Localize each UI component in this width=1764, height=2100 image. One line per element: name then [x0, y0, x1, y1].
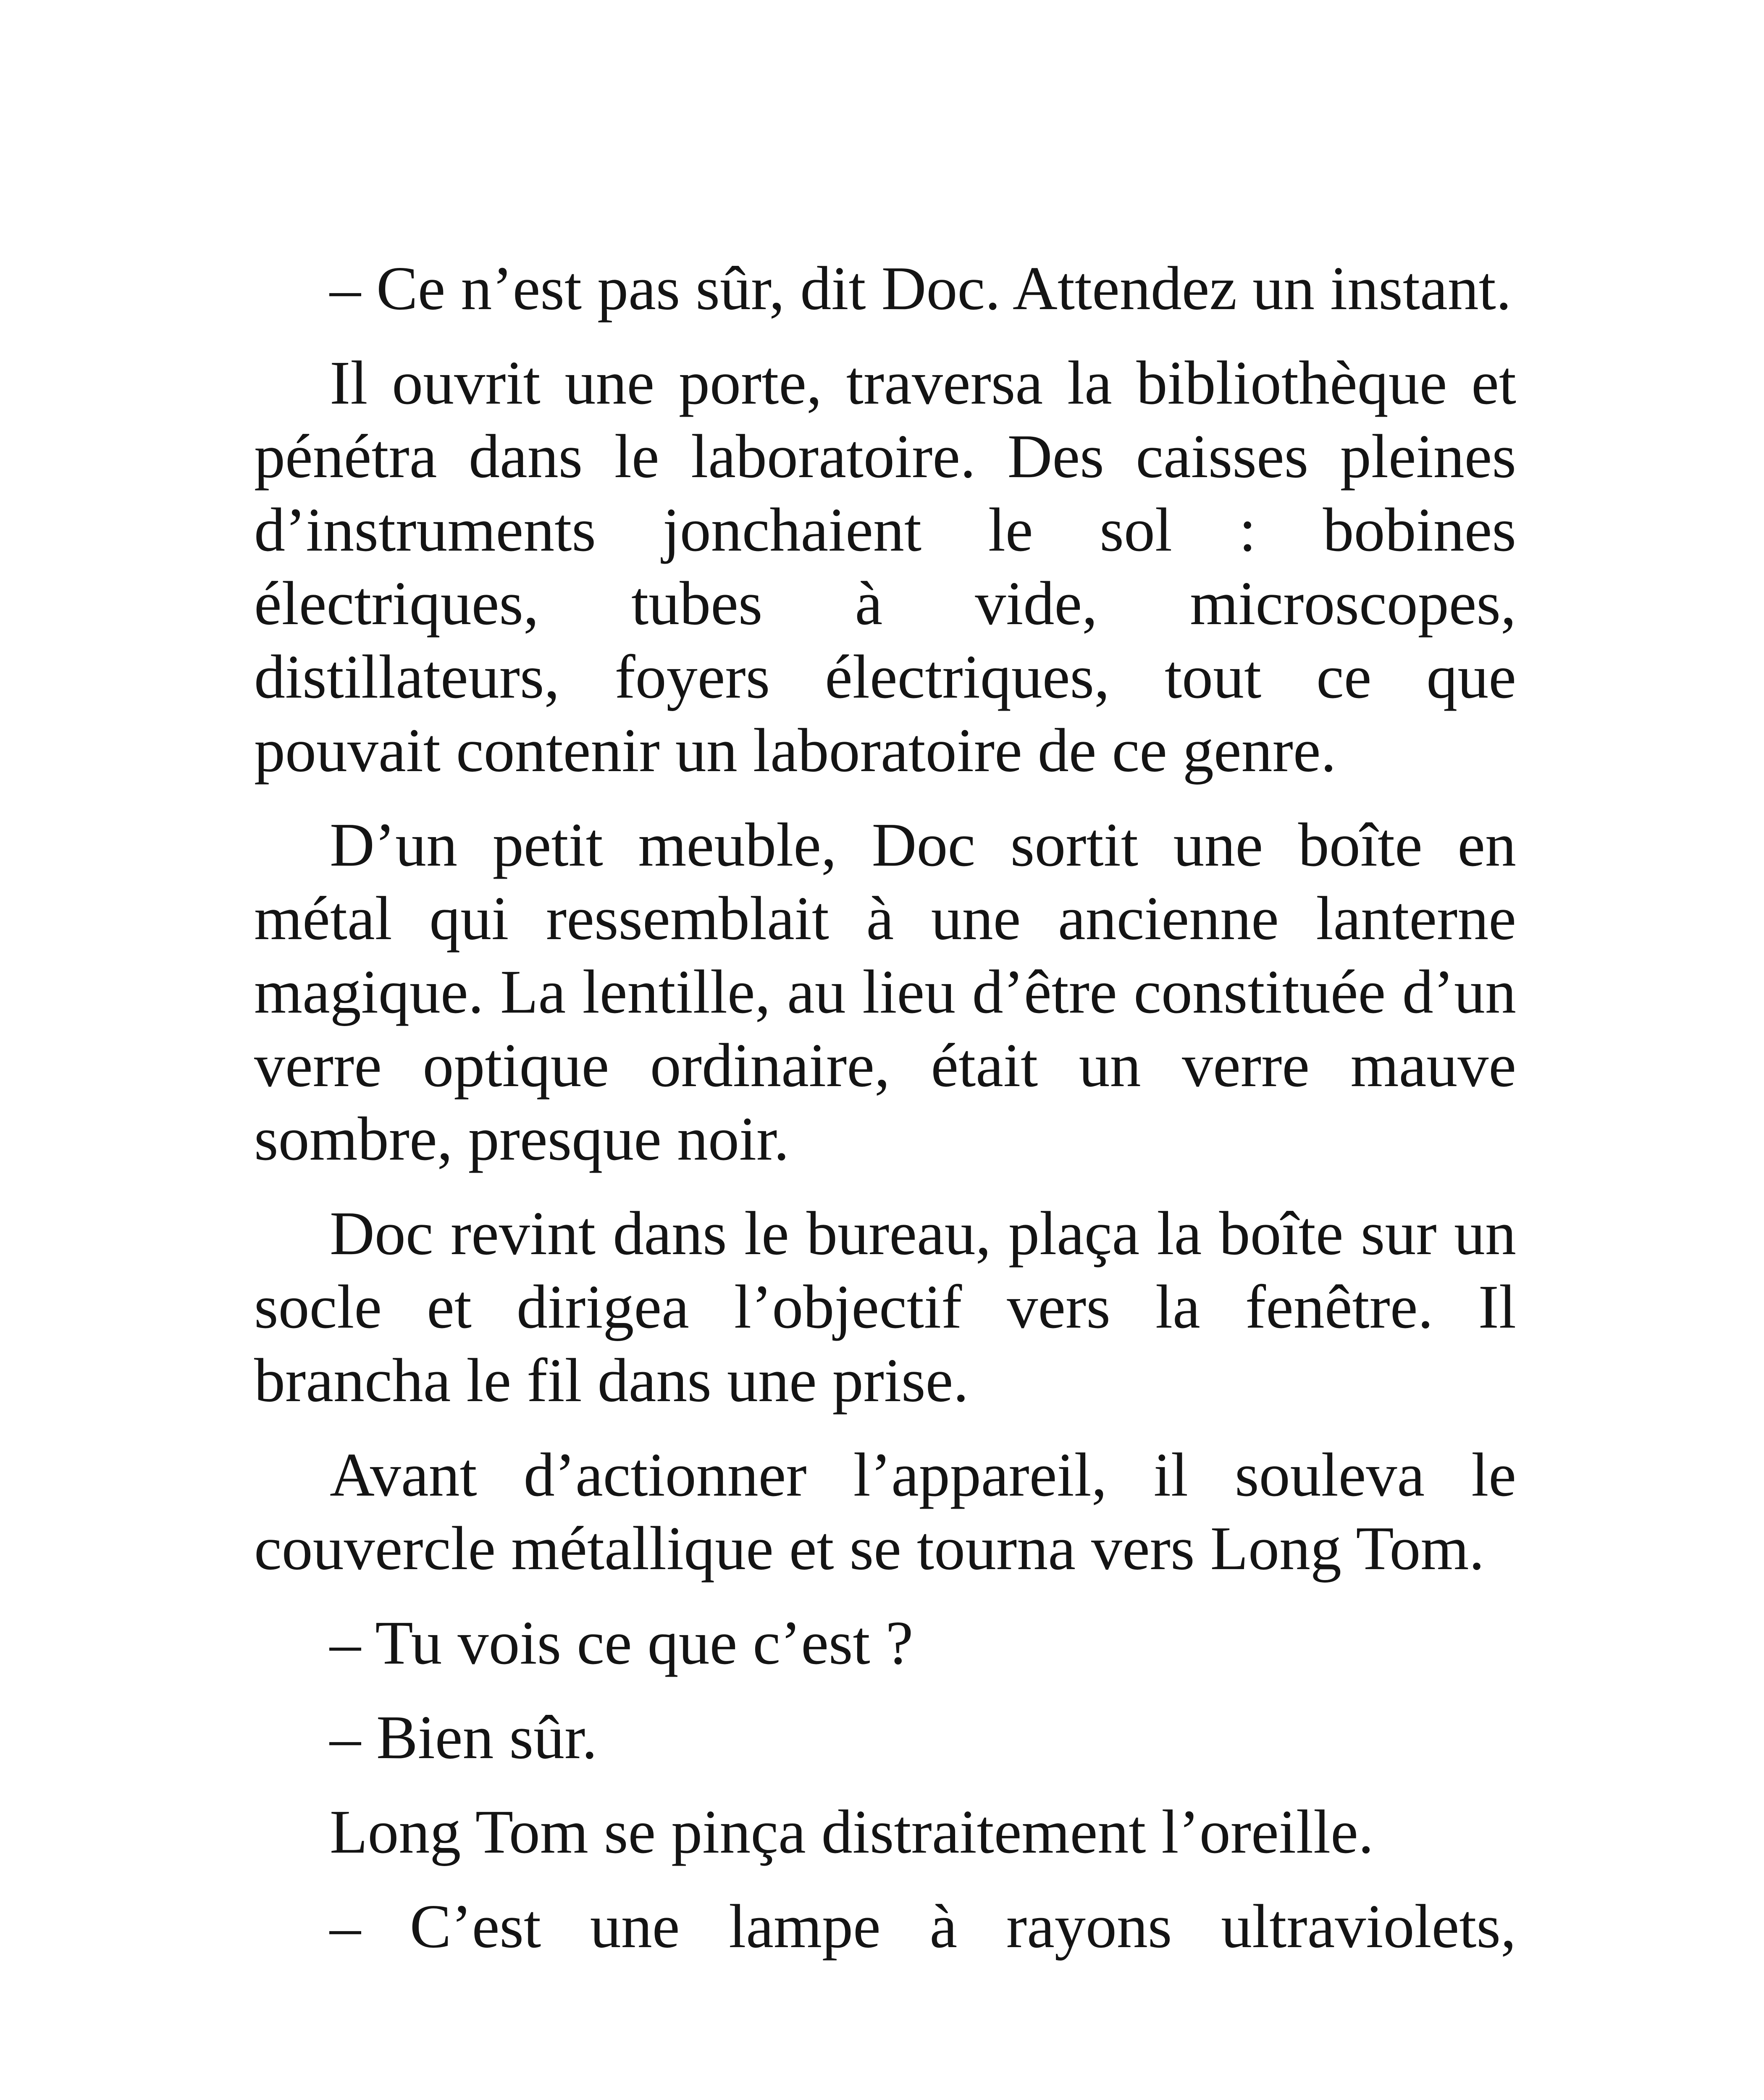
paragraph-9: – C’est une lampe à rayons ultraviolets, [330, 1892, 1516, 1961]
paragraph-5: Avant d’actionner l’appareil, il souleva le couvercle métallique et se tourna vers Long Tom. [254, 1441, 1516, 1583]
paragraph-3: D’un petit meuble, Doc sortit une boîte en métal qui ressemblait à une ancienne lanterne magique. La lentille, au lieu d’être constituée d’un verre optique ordinaire, était un verre mauve sombre, presque noir. [254, 811, 1516, 1173]
body-text [254, 252, 1516, 1984]
paragraph-7: – Bien sûr. [330, 1703, 598, 1772]
paragraph-8: Long Tom se pinça distraitement l’oreille. [330, 1798, 1374, 1866]
paragraph-6: – Tu vois ce que c’est ? [330, 1609, 914, 1677]
paragraph-4: Doc revint dans le bureau, plaça la boîte sur un socle et dirigea l’objectif vers la fenêtre. Il brancha le fil dans une prise. [254, 1199, 1516, 1415]
paragraph-2: Il ouvrit une porte, traversa la bibliothèque et pénétra dans le laboratoire. Des caisses pleines d’instruments jonchaient le sol : bobines électriques, tubes à vide, microscopes, distillateurs, foyers électriques, tout ce que pouvait contenir un laboratoire de ce genre. [254, 349, 1516, 785]
paragraph-1: – Ce n’est pas sûr, dit Doc. Attendez un instant. [330, 254, 1512, 323]
